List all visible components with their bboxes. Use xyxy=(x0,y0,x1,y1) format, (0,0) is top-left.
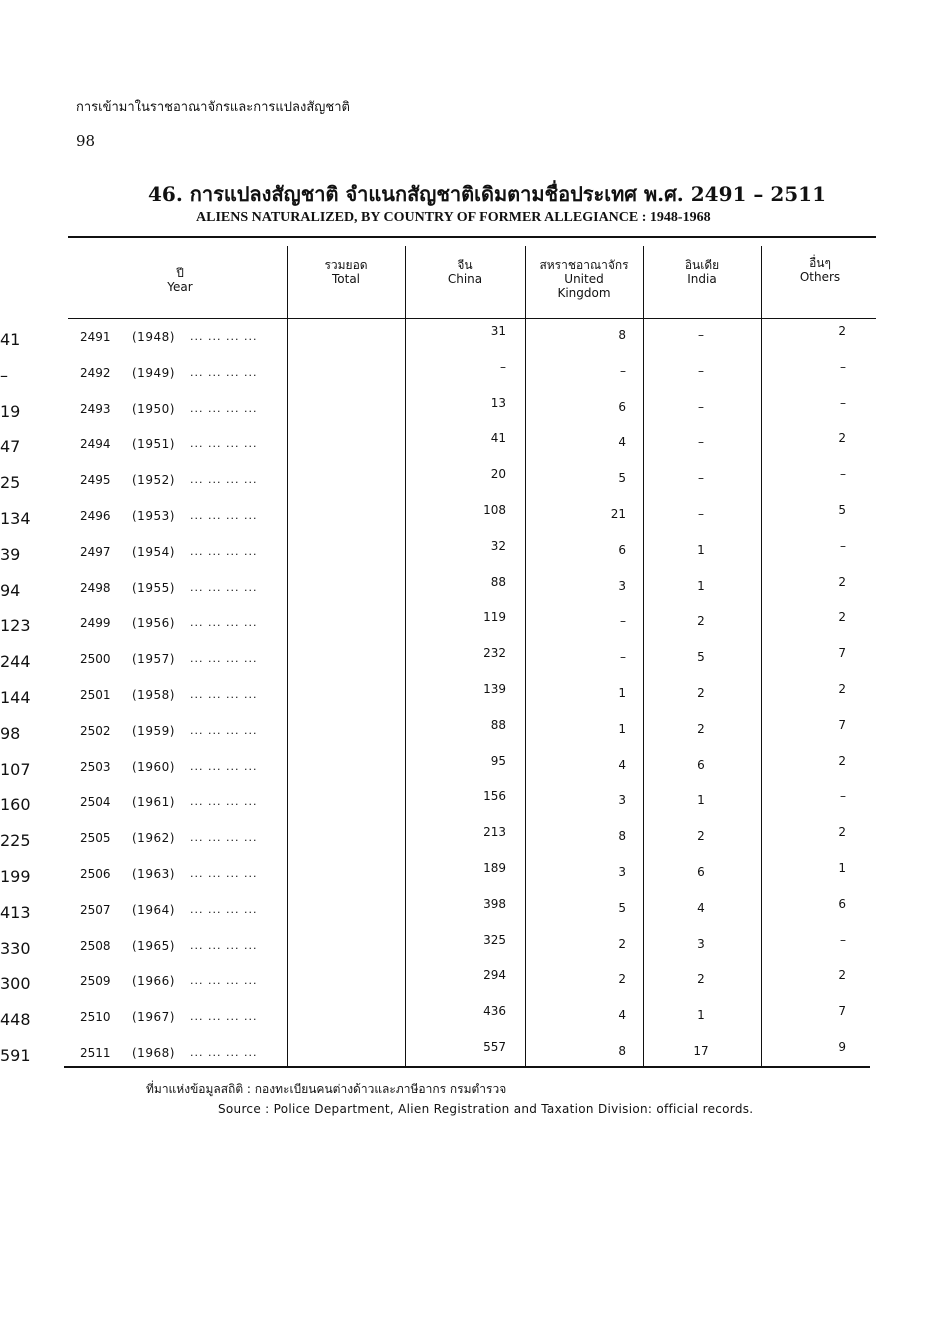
cell-dots: ... ... ... ... xyxy=(190,545,258,558)
cell-dots: ... ... ... ... xyxy=(190,831,258,844)
cell-india: 1 xyxy=(697,793,705,807)
header-total xyxy=(290,258,402,286)
cell-dots: ... ... ... ... xyxy=(190,1046,258,1059)
cell-china: 436 xyxy=(483,1004,506,1018)
cell-dots: ... ... ... ... xyxy=(190,974,258,987)
cell-dots: ... ... ... ... xyxy=(190,581,258,594)
cell-china: 88 xyxy=(490,575,506,589)
cell-others: 5 xyxy=(838,503,846,517)
cell-india: – xyxy=(698,435,704,449)
cell-ce: (1964) xyxy=(132,903,175,917)
cell-be: 2511 xyxy=(80,1046,111,1060)
cell-others: – xyxy=(840,539,846,553)
header-india xyxy=(646,258,758,286)
cell-china: 13 xyxy=(490,396,506,410)
cell-ce: (1966) xyxy=(132,974,175,988)
cell-dots: ... ... ... ... xyxy=(190,939,258,952)
cell-total: 144 xyxy=(0,688,31,707)
cell-china: 41 xyxy=(490,431,506,445)
cell-india: 4 xyxy=(697,901,705,915)
header-uk-english-2: Kingdom xyxy=(557,286,611,300)
cell-ce: (1948) xyxy=(132,330,175,344)
cell-india: 17 xyxy=(693,1044,709,1058)
cell-be: 2499 xyxy=(80,616,111,630)
header-uk-thai: สหราชอาณาจักร xyxy=(539,258,629,272)
cell-dots: ... ... ... ... xyxy=(190,616,258,629)
cell-others: – xyxy=(840,789,846,803)
cell-uk: – xyxy=(620,650,626,664)
cell-uk: 5 xyxy=(618,471,626,485)
cell-dots: ... ... ... ... xyxy=(190,652,258,665)
cell-ce: (1958) xyxy=(132,688,175,702)
cell-dots: ... ... ... ... xyxy=(190,1010,258,1023)
cell-ce: (1954) xyxy=(132,545,175,559)
cell-china: 232 xyxy=(483,646,506,660)
table-title-thai: 46. การแปลงสัญชาติ จำแนกสัญชาติเดิมตามชื่อประเทศ พ.ศ. 2491 – 2511 xyxy=(148,182,826,206)
cell-total: 123 xyxy=(0,616,31,635)
cell-uk: 1 xyxy=(618,722,626,736)
cell-uk: 6 xyxy=(618,400,626,414)
cell-china: 88 xyxy=(490,718,506,732)
page-number: 98 xyxy=(76,132,96,150)
cell-ce: (1951) xyxy=(132,437,175,451)
cell-total: 591 xyxy=(0,1046,31,1065)
cell-be: 2494 xyxy=(80,437,111,451)
cell-india: 2 xyxy=(697,829,705,843)
cell-be: 2506 xyxy=(80,867,111,881)
cell-total: 134 xyxy=(0,509,31,528)
cell-others: 6 xyxy=(838,897,846,911)
cell-ce: (1965) xyxy=(132,939,175,953)
cell-india: – xyxy=(698,507,704,521)
cell-others: 7 xyxy=(838,1004,846,1018)
cell-others: 2 xyxy=(838,968,846,982)
cell-others: 7 xyxy=(838,718,846,732)
cell-india: 2 xyxy=(697,614,705,628)
header-uk-english-1: United xyxy=(564,272,604,286)
cell-others: 9 xyxy=(838,1040,846,1054)
cell-china: 20 xyxy=(490,467,506,481)
cell-china: 398 xyxy=(483,897,506,911)
cell-ce: (1963) xyxy=(132,867,175,881)
table-top-rule xyxy=(68,236,876,238)
cell-total: 300 xyxy=(0,974,31,993)
cell-be: 2508 xyxy=(80,939,111,953)
cell-india: 2 xyxy=(697,686,705,700)
cell-uk: 4 xyxy=(618,1008,626,1022)
cell-dots: ... ... ... ... xyxy=(190,402,258,415)
cell-be: 2510 xyxy=(80,1010,111,1024)
cell-china: 156 xyxy=(483,789,506,803)
cell-china: 32 xyxy=(490,539,506,553)
cell-be: 2491 xyxy=(80,330,111,344)
cell-others: – xyxy=(840,933,846,947)
cell-uk: 3 xyxy=(618,865,626,879)
cell-dots: ... ... ... ... xyxy=(190,437,258,450)
header-china xyxy=(408,258,522,286)
cell-others: 2 xyxy=(838,682,846,696)
header-others-thai: อื่นๆ xyxy=(809,256,831,270)
cell-be: 2505 xyxy=(80,831,111,845)
cell-uk: 4 xyxy=(618,758,626,772)
header-uk xyxy=(528,258,640,300)
cell-dots: ... ... ... ... xyxy=(190,473,258,486)
cell-be: 2504 xyxy=(80,795,111,809)
cell-uk: 5 xyxy=(618,901,626,915)
cell-ce: (1953) xyxy=(132,509,175,523)
cell-uk: 8 xyxy=(618,1044,626,1058)
cell-total: 244 xyxy=(0,652,31,671)
cell-india: 3 xyxy=(697,937,705,951)
header-india-english: India xyxy=(687,272,717,286)
cell-total: 330 xyxy=(0,939,31,958)
cell-uk: 21 xyxy=(610,507,626,521)
cell-dots: ... ... ... ... xyxy=(190,760,258,773)
cell-others: – xyxy=(840,396,846,410)
header-year xyxy=(120,266,240,294)
cell-ce: (1949) xyxy=(132,366,175,380)
cell-dots: ... ... ... ... xyxy=(190,509,258,522)
cell-others: 2 xyxy=(838,610,846,624)
header-year-thai: ปี xyxy=(176,266,184,280)
cell-uk: 8 xyxy=(618,829,626,843)
cell-china: 213 xyxy=(483,825,506,839)
header-year-english: Year xyxy=(167,280,193,294)
cell-ce: (1961) xyxy=(132,795,175,809)
cell-china: 557 xyxy=(483,1040,506,1054)
cell-uk: 4 xyxy=(618,435,626,449)
cell-total: 160 xyxy=(0,795,31,814)
cell-others: 7 xyxy=(838,646,846,660)
cell-others: 1 xyxy=(838,861,846,875)
cell-uk: 3 xyxy=(618,579,626,593)
cell-china: 139 xyxy=(483,682,506,696)
cell-total: 47 xyxy=(0,437,21,456)
cell-others: 2 xyxy=(838,825,846,839)
cell-india: 2 xyxy=(697,722,705,736)
cell-total: 107 xyxy=(0,760,31,779)
cell-dots: ... ... ... ... xyxy=(190,330,258,343)
cell-india: 1 xyxy=(697,543,705,557)
cell-india: 5 xyxy=(697,650,705,664)
cell-ce: (1957) xyxy=(132,652,175,666)
header-others-english: Others xyxy=(799,270,841,284)
cell-ce: (1962) xyxy=(132,831,175,845)
cell-ce: (1955) xyxy=(132,581,175,595)
cell-dots: ... ... ... ... xyxy=(190,903,258,916)
header-china-english: China xyxy=(447,272,483,286)
cell-ce: (1959) xyxy=(132,724,175,738)
cell-dots: ... ... ... ... xyxy=(190,724,258,737)
cell-others: 2 xyxy=(838,754,846,768)
cell-india: 6 xyxy=(697,758,705,772)
cell-others: – xyxy=(840,467,846,481)
header-bottom-rule xyxy=(68,318,876,319)
cell-china: 31 xyxy=(490,324,506,338)
header-india-thai: อินเดีย xyxy=(684,258,720,272)
cell-total: 39 xyxy=(0,545,21,564)
cell-total: 94 xyxy=(0,581,21,600)
cell-others: 2 xyxy=(838,431,846,445)
cell-total: – xyxy=(0,366,8,385)
cell-be: 2492 xyxy=(80,366,111,380)
cell-uk: 3 xyxy=(618,793,626,807)
cell-ce: (1960) xyxy=(132,760,175,774)
cell-be: 2495 xyxy=(80,473,111,487)
cell-uk: – xyxy=(620,364,626,378)
cell-be: 2497 xyxy=(80,545,111,559)
cell-uk: – xyxy=(620,614,626,628)
cell-dots: ... ... ... ... xyxy=(190,867,258,880)
cell-china: 95 xyxy=(490,754,506,768)
cell-others: – xyxy=(840,360,846,374)
cell-others: 2 xyxy=(838,324,846,338)
cell-india: 6 xyxy=(697,865,705,879)
cell-uk: 1 xyxy=(618,686,626,700)
header-china-thai: จีน xyxy=(457,258,473,272)
cell-india: – xyxy=(698,328,704,342)
table-row xyxy=(0,1040,941,1082)
cell-ce: (1968) xyxy=(132,1046,175,1060)
source-note-english: Source : Police Department, Alien Registration and Taxation Division: official records. xyxy=(218,1102,754,1116)
cell-china: 294 xyxy=(483,968,506,982)
cell-uk: 2 xyxy=(618,972,626,986)
cell-total: 19 xyxy=(0,402,21,421)
running-head: การเข้ามาในราชอาณาจักรและการแปลงสัญชาติ xyxy=(76,100,350,115)
cell-china: 108 xyxy=(483,503,506,517)
cell-dots: ... ... ... ... xyxy=(190,688,258,701)
cell-total: 98 xyxy=(0,724,21,743)
cell-uk: 2 xyxy=(618,937,626,951)
cell-india: – xyxy=(698,364,704,378)
cell-uk: 8 xyxy=(618,328,626,342)
cell-ce: (1967) xyxy=(132,1010,175,1024)
cell-total: 41 xyxy=(0,330,21,349)
cell-total: 413 xyxy=(0,903,31,922)
cell-china: 325 xyxy=(483,933,506,947)
cell-total: 199 xyxy=(0,867,31,886)
header-total-english: Total xyxy=(331,272,361,286)
table-title-english: ALIENS NATURALIZED, BY COUNTRY OF FORMER ALLEGIANCE : 1948-1968 xyxy=(196,210,711,225)
cell-be: 2498 xyxy=(80,581,111,595)
cell-be: 2496 xyxy=(80,509,111,523)
cell-dots: ... ... ... ... xyxy=(190,795,258,808)
cell-ce: (1950) xyxy=(132,402,175,416)
header-others xyxy=(764,256,876,284)
cell-india: 1 xyxy=(697,579,705,593)
source-note-thai: ที่มาแห่งข้อมูลสถิติ : กองทะเบียนคนต่างด้าวและภาษีอากร กรมตำรวจ xyxy=(146,1082,507,1096)
cell-others: 2 xyxy=(838,575,846,589)
cell-india: 1 xyxy=(697,1008,705,1022)
cell-india: 2 xyxy=(697,972,705,986)
cell-ce: (1952) xyxy=(132,473,175,487)
cell-be: 2493 xyxy=(80,402,111,416)
cell-be: 2500 xyxy=(80,652,111,666)
cell-india: – xyxy=(698,400,704,414)
cell-total: 225 xyxy=(0,831,31,850)
cell-be: 2501 xyxy=(80,688,111,702)
cell-be: 2509 xyxy=(80,974,111,988)
cell-china: – xyxy=(500,360,506,374)
cell-dots: ... ... ... ... xyxy=(190,366,258,379)
cell-ce: (1956) xyxy=(132,616,175,630)
cell-total: 448 xyxy=(0,1010,31,1029)
cell-uk: 6 xyxy=(618,543,626,557)
cell-be: 2507 xyxy=(80,903,111,917)
cell-china: 189 xyxy=(483,861,506,875)
cell-be: 2502 xyxy=(80,724,111,738)
cell-india: – xyxy=(698,471,704,485)
cell-be: 2503 xyxy=(80,760,111,774)
cell-total: 25 xyxy=(0,473,21,492)
cell-china: 119 xyxy=(483,610,506,624)
header-total-thai: รวมยอด xyxy=(324,258,368,272)
